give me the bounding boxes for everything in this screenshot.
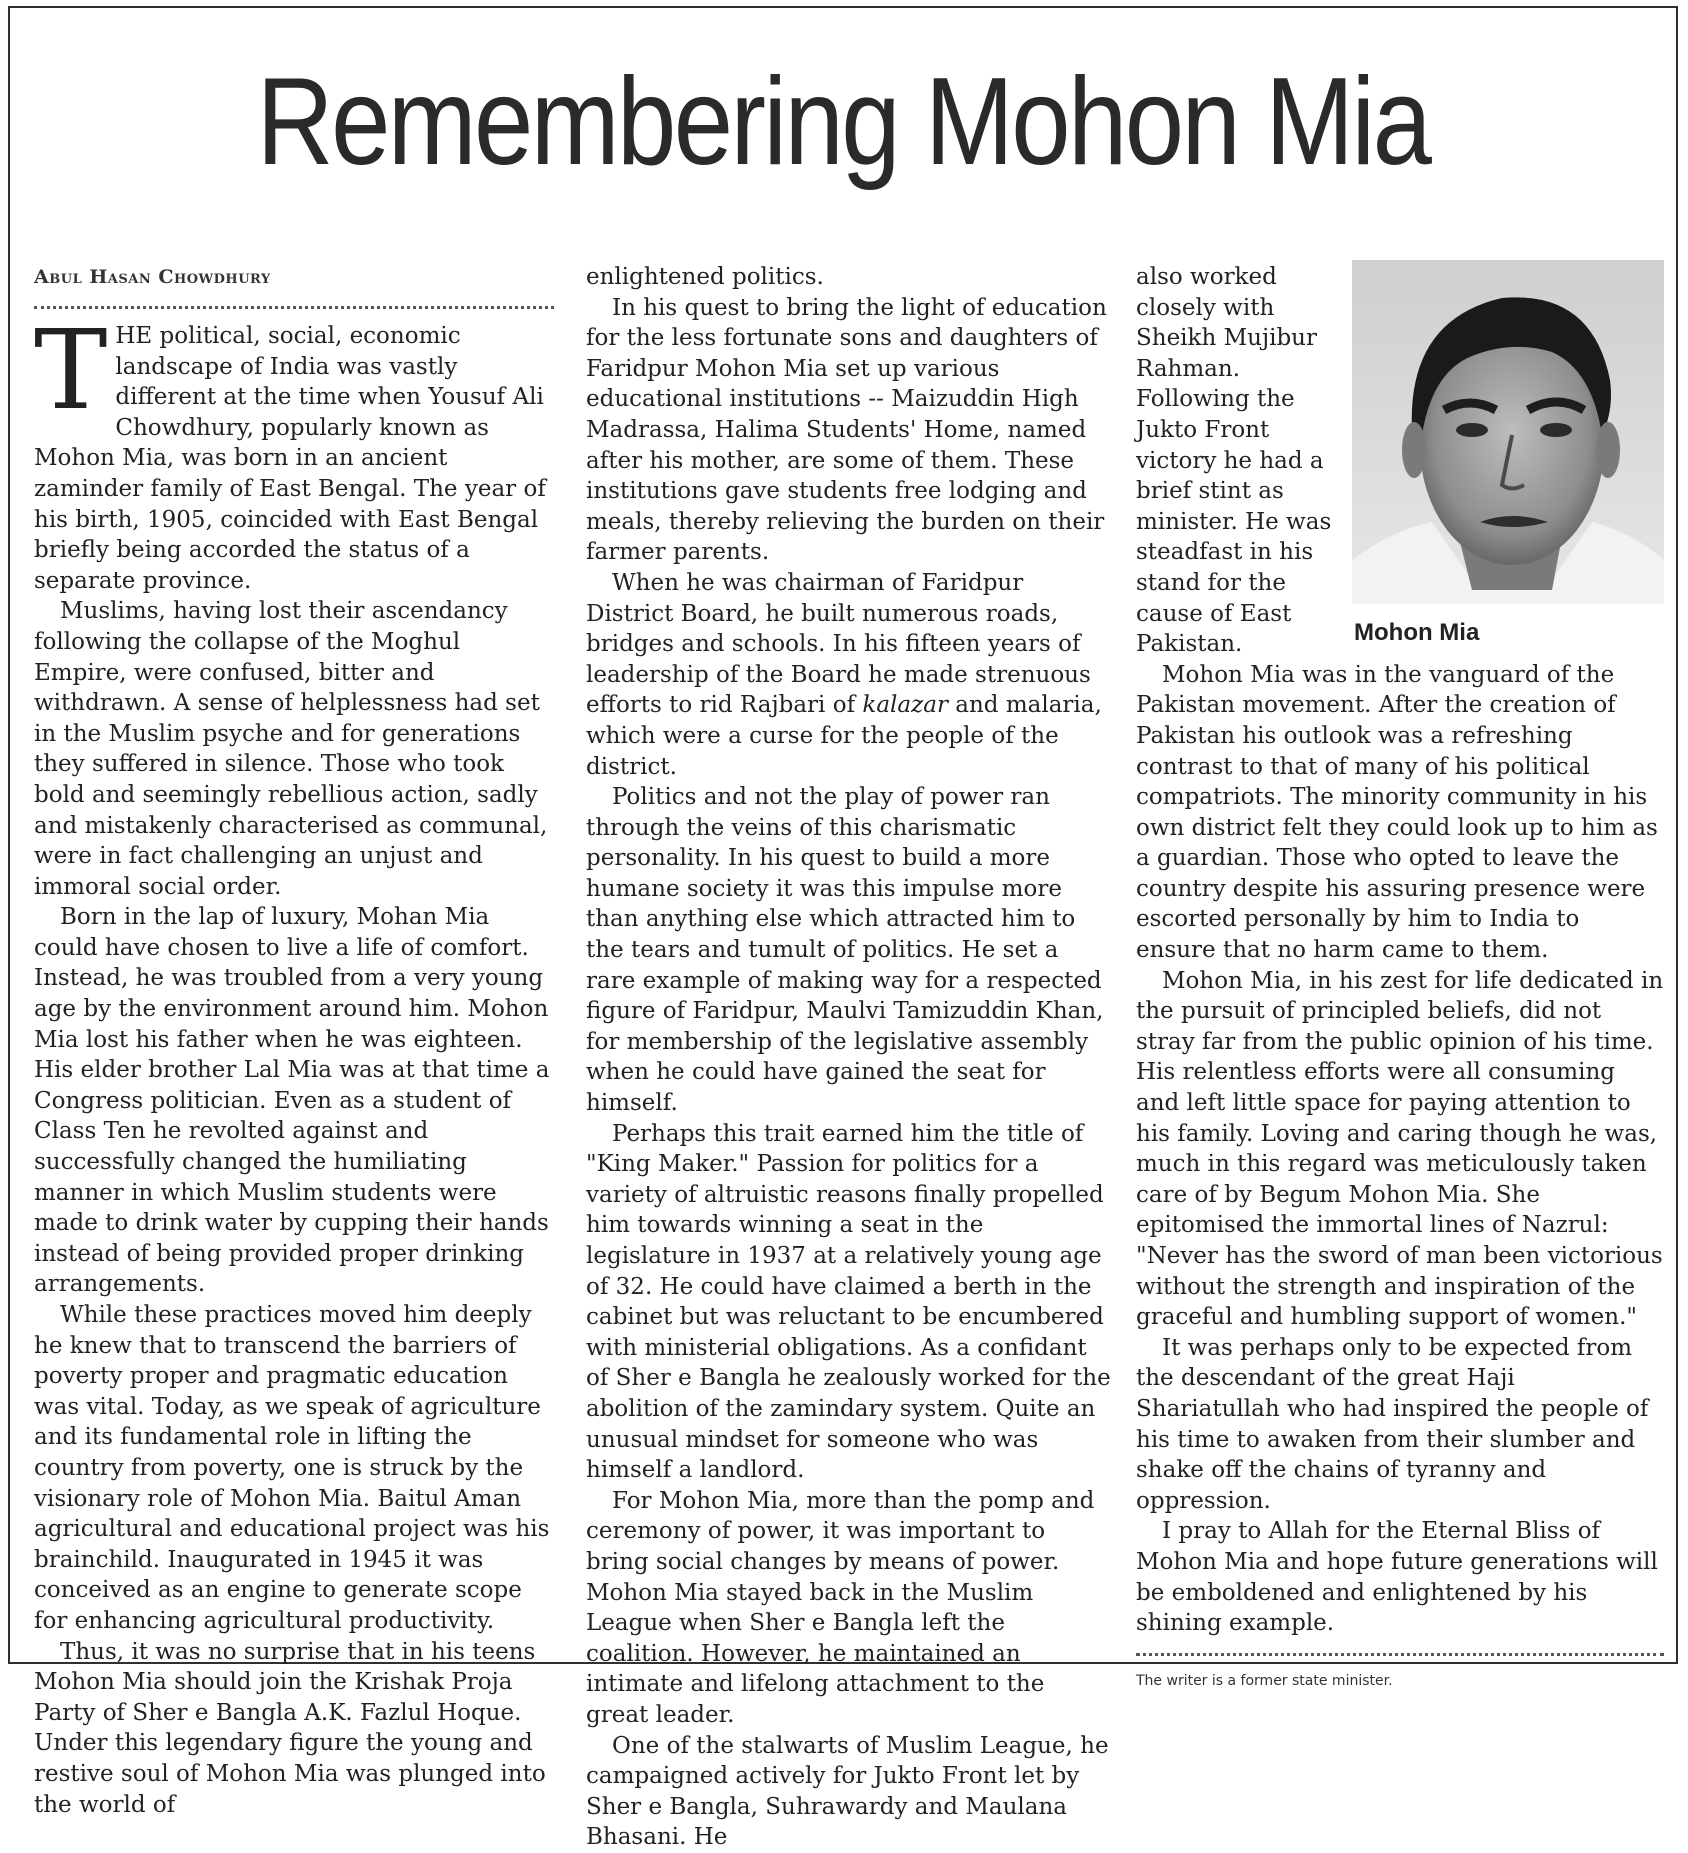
paragraph: THE political, social, economic landscape of India was vastly different at the time when Yousuf Ali Chowdhury, popularly known as Mohon Mia, was born in an ancient zaminder family of East Bengal. The year of his birth, 1905, coincided with East Bengal briefly being accorded the status of a separate province. [34, 306, 546, 594]
paragraph: It was perhaps only to be expected from the descendant of the great Haji Shariatullah who had inspired the people of his time to awaken from their slumber and shake off the chains of tyranny and oppression. [1136, 1334, 1649, 1514]
paragraph: Muslims, having lost their ascendancy following the collapse of the Moghul Empire, were confused, bitter and withdrawn. A sense of helplessness had set in the Muslim psyche and for generations they suffered in silence. Those who took bold and seemingly rebellious action, sadly and mistakenly characterised as communal, were in fact challenging an unjust and immoral social order. [34, 598, 548, 900]
italic-term: kalazar [862, 692, 948, 719]
paragraph: Politics and not the play of power ran through the veins of this charismatic personality. In his quest to build a more humane society it was this impulse more than anything else which attracted him to the tears and tumult of politics. He set a rare example of making way for a respected figure of Faridpur, Maulvi Tamizuddin Khan, for membership of the legislative assembly when he could have gained the seat for himself. [586, 784, 1104, 1117]
paragraph: enlightened politics. [586, 264, 824, 290]
paragraph: Perhaps this trait earned him the title of "King Maker." Passion for politics for a variety of altruistic reasons finally propelled him towards winning a seat in the legislature in 1937 at a relatively young age of 32. He could have claimed a berth in the cabinet but was reluctant to be encumbered with ministerial obligations. As a confidant of Sher e Bangla he zealously worked for the abolition of the zamindary system. Quite an unusual mindset for someone who was himself a landlord. [586, 1120, 1111, 1484]
drop-cap: T [34, 306, 108, 434]
paragraph: Thus, it was no surprise that in his teens Mohon Mia should join the Krishak Proja Party of Sher e Bangla A.K. Fazlul Hoque. Under this legendary figure the young and restive soul of Mohon Mia was plunged into the world of [34, 1638, 546, 1818]
paragraph: While these practices moved him deeply he knew that to transcend the barriers of poverty proper and pragmatic education was vital. Today, as we speak of agriculture and its fundamental role in lifting the country from poverty, one is struck by the visionary role of Mohon Mia. Baitul Aman agricultural and educational project was his brainchild. Inaugurated in 1945 it was conceived as an engine to generate scope for enhancing agricultural productivity. [34, 1302, 550, 1634]
paragraph: One of the stalwarts of Muslim League, he campaigned actively for Jukto Front let by Sher e Bangla, Suhrawardy and Maulana Bhasani. He [586, 1732, 1109, 1851]
paragraph: For Mohon Mia, more than the pomp and ceremony of power, it was important to bring social changes by means of power. Mohon Mia stayed back in the Muslim League when Sher e Bangla left the coalition. However, he maintained an intimate and lifelong attachment to the great leader. [586, 1487, 1095, 1728]
paragraph: Mohon Mia was in the vanguard of the Pakistan movement. After the creation of Pakistan his outlook was a refreshing contrast to that of many of his political compatriots. The minority community in his own district felt they could look up to him as a guardian. Those who opted to leave the country despite his assuring presence were escorted personally by him to India to ensure that no harm came to them. [1136, 661, 1658, 964]
writer-note: The writer is a former state minister. [1136, 1672, 1393, 1689]
footnote-divider [1136, 1653, 1664, 1656]
byline-divider [34, 306, 554, 309]
article-page [8, 6, 1678, 1851]
paragraph: Born in the lap of luxury, Mohan Mia could have chosen to live a life of comfort. Instead, he was troubled from a very young age by the environment around him. Mohon Mia lost his father when he was eighteen. His elder brother Lal Mia was at that time a Congress politician. Even as a student of Class Ten he revolted against and successfully changed the humiliating manner in which Muslim students were made to drink water by cupping their hands instead of being provided proper drinking arrangements. [34, 904, 550, 1298]
paragraph: In his quest to bring the light of education for the less fortunate sons and daughters of Faridpur Mohon Mia set up various educational institutions -- Maizuddin High Madrassa, Halima Students' Home, named after his mother, are some of them. These institutions gave students free lodging and meals, thereby relieving the burden on their farmer parents. [586, 294, 1107, 566]
paragraph: also worked closely with Sheikh Mujibur Rahman. Following the Jukto Front victory he had a brief stint as minister. He was steadfast in his stand for the cause of East Pakistan. [1136, 264, 1332, 658]
portrait-figure [1352, 260, 1664, 648]
paragraph: When he was chairman of Faridpur District Board, he built numerous roads, bridges and schools. In his fifteen years of leadership of the Board he made strenuous efforts to rid Rajbari of kalazar and malaria, which were a curse for the people of the district. [586, 569, 1102, 780]
paragraph: Mohon Mia, in his zest for life dedicated in the pursuit of principled beliefs, did not stray far from the public opinion of his time. His relentless efforts were all consuming and left little space for paying attention to his family. Loving and caring though he was, much in this regard was meticulously taken care of by Begum Mohon Mia. She epitomised the immortal lines of Nazrul: "Never has the sword of man been victorious without the strength and inspiration of the graceful and humbling support of women." [1136, 967, 1664, 1331]
portrait-photo [1352, 260, 1664, 604]
column-3 [1136, 262, 1664, 1696]
paragraph: I pray to Allah for the Eternal Bliss of Mohon Mia and hope future generations will be emboldened and enlightened by his shining example. [1136, 1518, 1658, 1637]
column-2 [586, 262, 1112, 1853]
byline: Abul Hasan Chowdhury [34, 266, 271, 288]
photo-caption: Mohon Mia [1354, 619, 1480, 646]
column-1 [34, 262, 554, 1820]
headline: Remembering Mohon Mia [256, 53, 1430, 191]
